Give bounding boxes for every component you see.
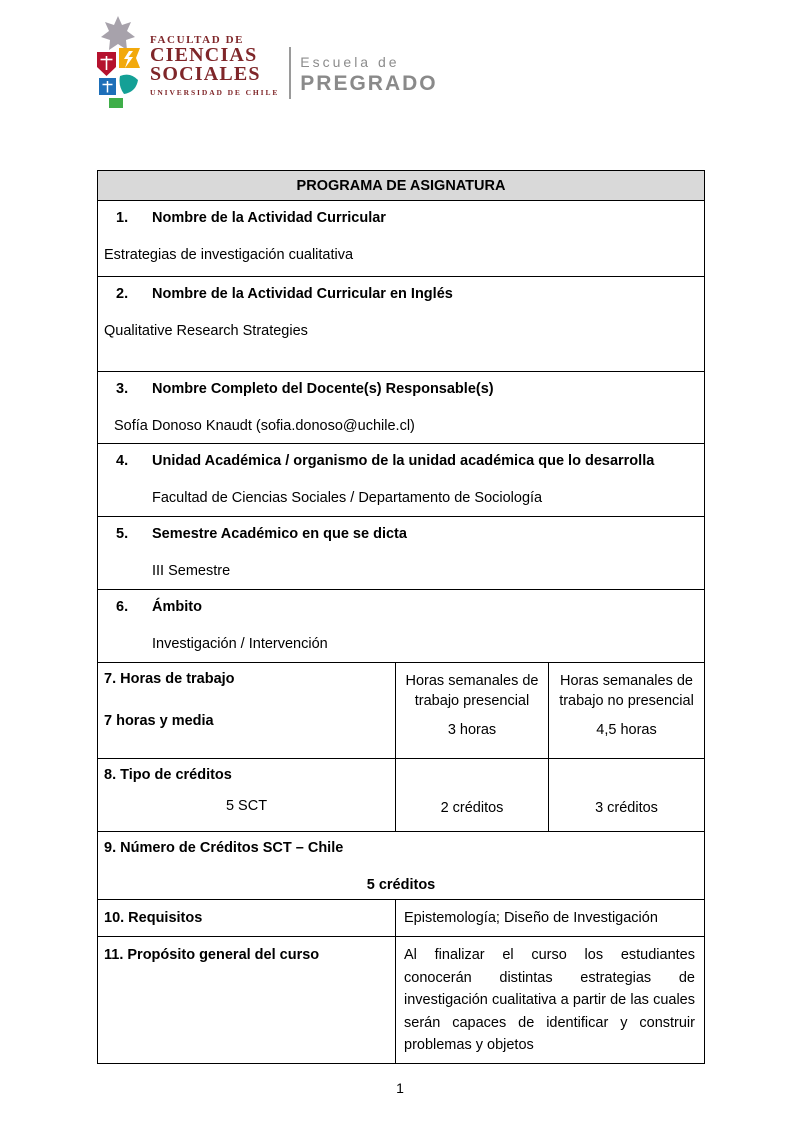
table-row-proposito xyxy=(98,937,705,1064)
section-number: 2. xyxy=(116,286,129,302)
sct-label: 9. Número de Créditos SCT – Chile xyxy=(104,840,344,856)
faculty-name-line2: SOCIALES xyxy=(150,63,261,85)
table-row-section-3 xyxy=(98,372,705,444)
section-heading xyxy=(98,372,704,397)
section-title: Nombre de la Actividad Curricular en Inglés xyxy=(152,286,453,302)
section-title: Nombre Completo del Docente(s) Responsable(s) xyxy=(152,381,494,397)
section-title: Ámbito xyxy=(152,599,202,615)
proposito-label: 11. Propósito general del curso xyxy=(104,947,320,963)
hours-total: 7 horas y media xyxy=(104,713,214,729)
faculty-name-top: FACULTAD DE xyxy=(150,34,245,46)
section-content: Sofía Donoso Knaudt (sofia.donoso@uchile.cl) xyxy=(114,418,415,434)
table-title: PROGRAMA DE ASIGNATURA xyxy=(98,171,705,201)
requisitos-value: Epistemología; Diseño de Investigación xyxy=(404,910,658,926)
section-content: Qualitative Research Strategies xyxy=(104,323,308,339)
section-heading xyxy=(98,517,704,542)
section-content: Estrategias de investigación cualitativa xyxy=(104,247,354,263)
brand-divider xyxy=(289,47,291,99)
section-heading xyxy=(98,277,704,302)
table-row-section-2 xyxy=(98,277,705,372)
section-title: Nombre de la Actividad Curricular xyxy=(152,210,386,226)
section-title: Semestre Académico en que se dicta xyxy=(152,526,407,542)
university-logo-icon xyxy=(95,14,142,109)
brand-header xyxy=(95,14,800,112)
section-number: 4. xyxy=(116,453,129,469)
hours-presencial-header: Horas semanales de trabajo presencial xyxy=(405,673,539,709)
table-row-requisitos xyxy=(98,900,705,937)
hours-label: 7. Horas de trabajo xyxy=(104,671,235,687)
proposito-value: Al finalizar el curso los estudiantes conocerán distintas estrategias de investigación cualitativa a partir de las cuales serán capaces de identificar y construir problemas y objetos xyxy=(404,947,695,1053)
section-content: III Semestre xyxy=(152,563,231,579)
section-number: 3. xyxy=(116,381,129,397)
table-row-hours xyxy=(98,663,705,759)
credit-no-presencial-value: 3 créditos xyxy=(595,800,658,816)
section-content: Investigación / Intervención xyxy=(152,636,328,652)
section-heading xyxy=(98,444,704,469)
section-number: 6. xyxy=(116,599,129,615)
section-heading xyxy=(98,201,704,226)
table-row-section-5 xyxy=(98,517,705,590)
credit-presencial-value: 2 créditos xyxy=(440,800,504,816)
table-row-section-4 xyxy=(98,444,705,517)
school-name-bottom: PREGRADO xyxy=(300,72,438,95)
faculty-name-block xyxy=(150,14,279,97)
syllabus-table xyxy=(97,170,705,1064)
section-number: 1. xyxy=(116,210,129,226)
section-number: 5. xyxy=(116,526,129,542)
requisitos-label: 10. Requisitos xyxy=(104,910,203,926)
section-content: Facultad de Ciencias Sociales / Departamento de Sociología xyxy=(152,490,543,506)
school-name-block xyxy=(300,14,437,96)
table-row-section-1 xyxy=(98,201,705,277)
hours-no-presencial-value: 4,5 horas xyxy=(596,722,657,738)
section-title: Unidad Académica / organismo de la unidad académica que lo desarrolla xyxy=(152,453,655,469)
hours-presencial-value: 3 horas xyxy=(447,722,497,738)
school-name-top: Escuela de xyxy=(300,54,400,70)
table-row-section-6 xyxy=(98,590,705,663)
sct-value: 5 créditos xyxy=(366,877,436,893)
table-row-sct xyxy=(98,832,705,900)
table-row-credit-type xyxy=(98,759,705,832)
document-page xyxy=(0,14,800,1096)
university-name: UNIVERSIDAD DE CHILE xyxy=(150,88,280,97)
section-heading xyxy=(98,590,704,615)
faculty-name-line1: CIENCIAS xyxy=(150,44,258,66)
credit-type-label: 8. Tipo de créditos xyxy=(104,767,232,783)
page-number: 1 xyxy=(396,1079,404,1096)
table-title-row xyxy=(98,171,705,201)
hours-no-presencial-header: Horas semanales de trabajo no presencial xyxy=(559,673,694,709)
credit-type-sct: 5 SCT xyxy=(225,798,268,814)
